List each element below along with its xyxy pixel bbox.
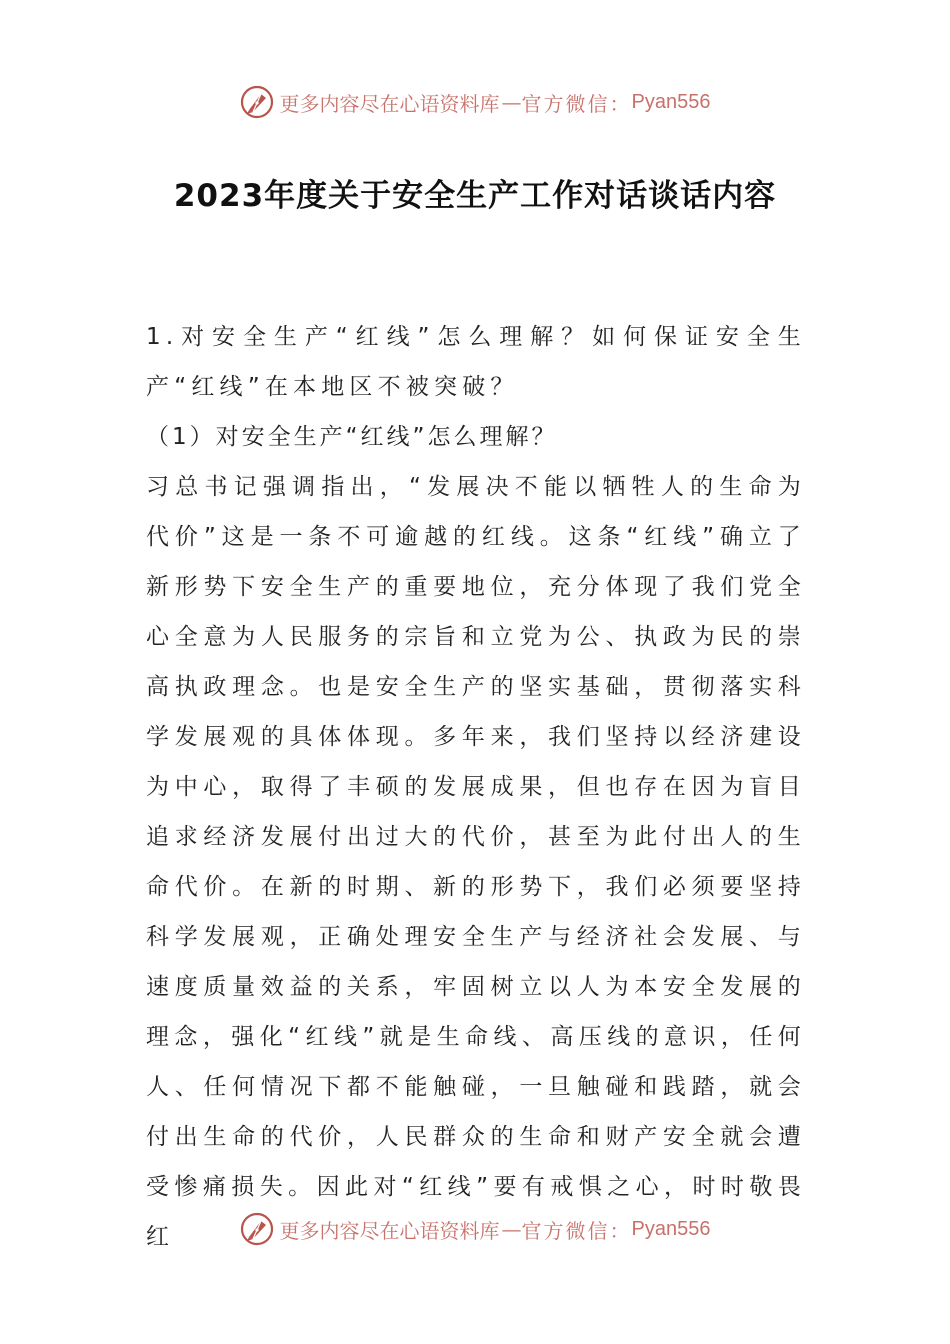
question-paragraph: 1.对安全生产“红线”怎么理解？如何保证安全生产“红线”在本地区不被突破？ xyxy=(146,324,806,400)
footer-watermark xyxy=(0,1209,950,1249)
watermark-wechat-label: 官方微信： xyxy=(521,1218,632,1243)
watermark-wechat-id: Pyan556 xyxy=(631,1217,711,1240)
watermark-dash: — xyxy=(501,1217,520,1241)
pen-nib-logo-icon xyxy=(240,1212,274,1246)
watermark-brand-text: 更多内容尽在心语资料库 xyxy=(279,91,500,116)
document-body xyxy=(146,312,806,1262)
watermark-dash: — xyxy=(501,90,520,114)
header-watermark xyxy=(0,82,950,122)
pen-nib-logo-icon xyxy=(240,85,274,119)
watermark-brand-text: 更多内容尽在心语资料库 xyxy=(279,1218,500,1243)
subheading-paragraph: （1）对安全生产“红线”怎么理解？ xyxy=(146,424,558,450)
watermark-wechat-id: Pyan556 xyxy=(631,90,711,113)
document-title: 2023年度关于安全生产工作对话谈话内容 xyxy=(173,178,777,214)
watermark-wechat-label: 官方微信： xyxy=(521,91,632,116)
body-paragraph: 习总书记强调指出，“发展决不能以牺牲人的生命为代价”这是一条不可逾越的红线。这条“红线”确立了新形势下安全生产的重要地位，充分体现了我们党全心全意为人民服务的宗旨和立党为公、执政为民的崇高执政理念。也是安全生产的坚实基础，贯彻落实科学发展观的具体体现。多年来，我们坚持以经济建设为中心，取得了丰硕的发展成果，但也存在因为盲目追求经济发展付出过大的代价，甚至为此付出人的生命代价。在新的时期、新的形势下，我们必须要坚持科学发展观，正确处理安全生产与经济社会发展、与速度质量效益的关系，牢固树立以人为本安全发展的理念，强化“红线”就是生命线、高压线的意识，任何人、任何情况下都不能触碰，一旦触碰和践踏，就会付出生命的代价，人民群众的生命和财产安全就会遭受惨痛损失。因此对“红线”要有戒惧之心，时时敬畏红 xyxy=(146,474,806,1250)
